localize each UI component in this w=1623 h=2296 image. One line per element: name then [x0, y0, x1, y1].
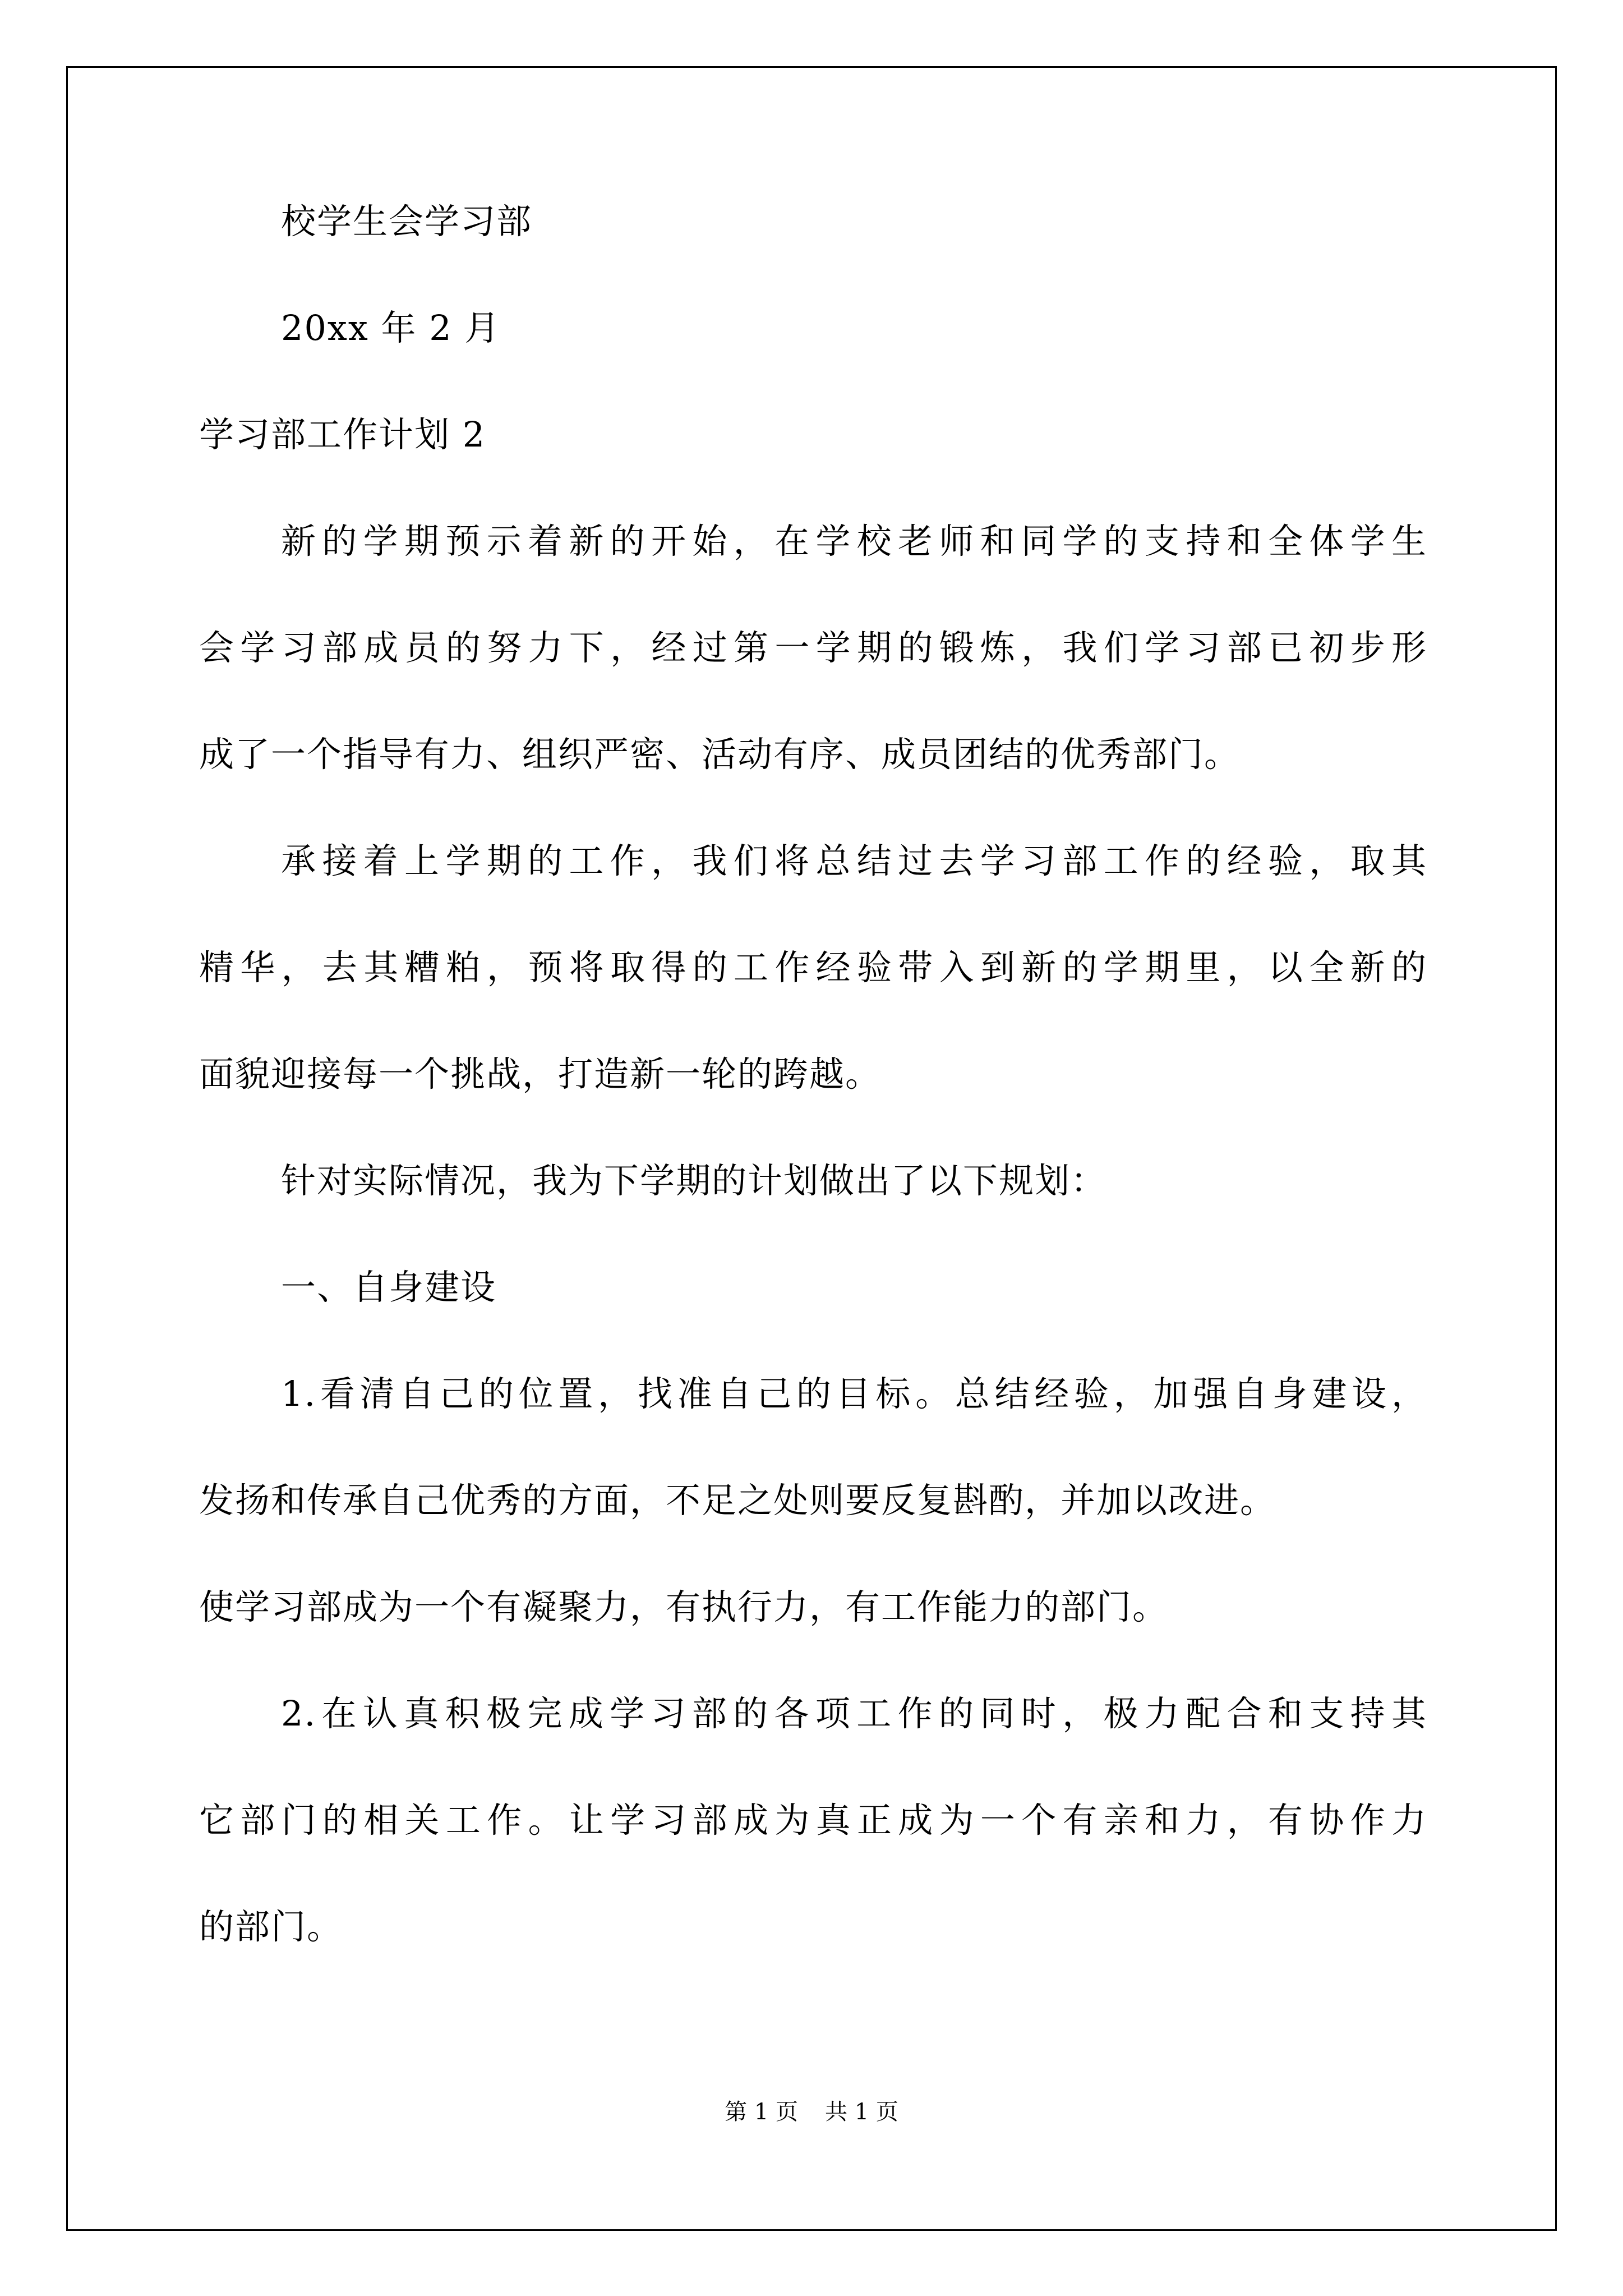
page-number-total: 共 1 页 — [825, 2099, 898, 2125]
text-line: 一、自身建设 — [281, 1267, 497, 1308]
text-line: 的部门。 — [199, 1906, 343, 1947]
text-line: 20xx 年 2 月 — [281, 307, 501, 348]
page-number-current: 第 1 页 — [725, 2099, 798, 2125]
document-body — [199, 168, 1427, 1980]
text-line: 承接着上学期的工作，我们将总结过去学习部工作的经验，取其 — [281, 840, 1427, 881]
text-line: 使学习部成为一个有凝聚力，有执行力，有工作能力的部门。 — [199, 1586, 1169, 1627]
text-line: 会学习部成员的努力下，经过第一学期的锻炼，我们学习部已初步形 — [199, 627, 1427, 668]
text-line: 针对实际情况，我为下学期的计划做出了以下规划： — [281, 1160, 1107, 1201]
text-line: 精华，去其糟粕，预将取得的工作经验带入到新的学期里，以全新的 — [199, 947, 1427, 988]
text-line: 新的学期预示着新的开始，在学校老师和同学的支持和全体学生 — [281, 521, 1427, 562]
text-line: 成了一个指导有力、组织严密、活动有序、成员团结的优秀部门。 — [199, 734, 1241, 775]
text-line: 1.看清自己的位置，找准自己的目标。总结经验，加强自身建设， — [281, 1373, 1427, 1414]
text-line: 面貌迎接每一个挑战，打造新一轮的跨越。 — [199, 1053, 882, 1094]
page-footer — [0, 2095, 1623, 2129]
text-line: 校学生会学习部 — [281, 201, 533, 242]
text-line: 学习部工作计划 2 — [199, 414, 486, 455]
text-line: 发扬和传承自己优秀的方面，不足之处则要反复斟酌，并加以改进。 — [199, 1480, 1276, 1521]
text-line: 它部门的相关工作。让学习部成为真正成为一个有亲和力，有协作力 — [199, 1800, 1427, 1841]
text-line: 2.在认真积极完成学习部的各项工作的同时，极力配合和支持其 — [281, 1693, 1427, 1734]
